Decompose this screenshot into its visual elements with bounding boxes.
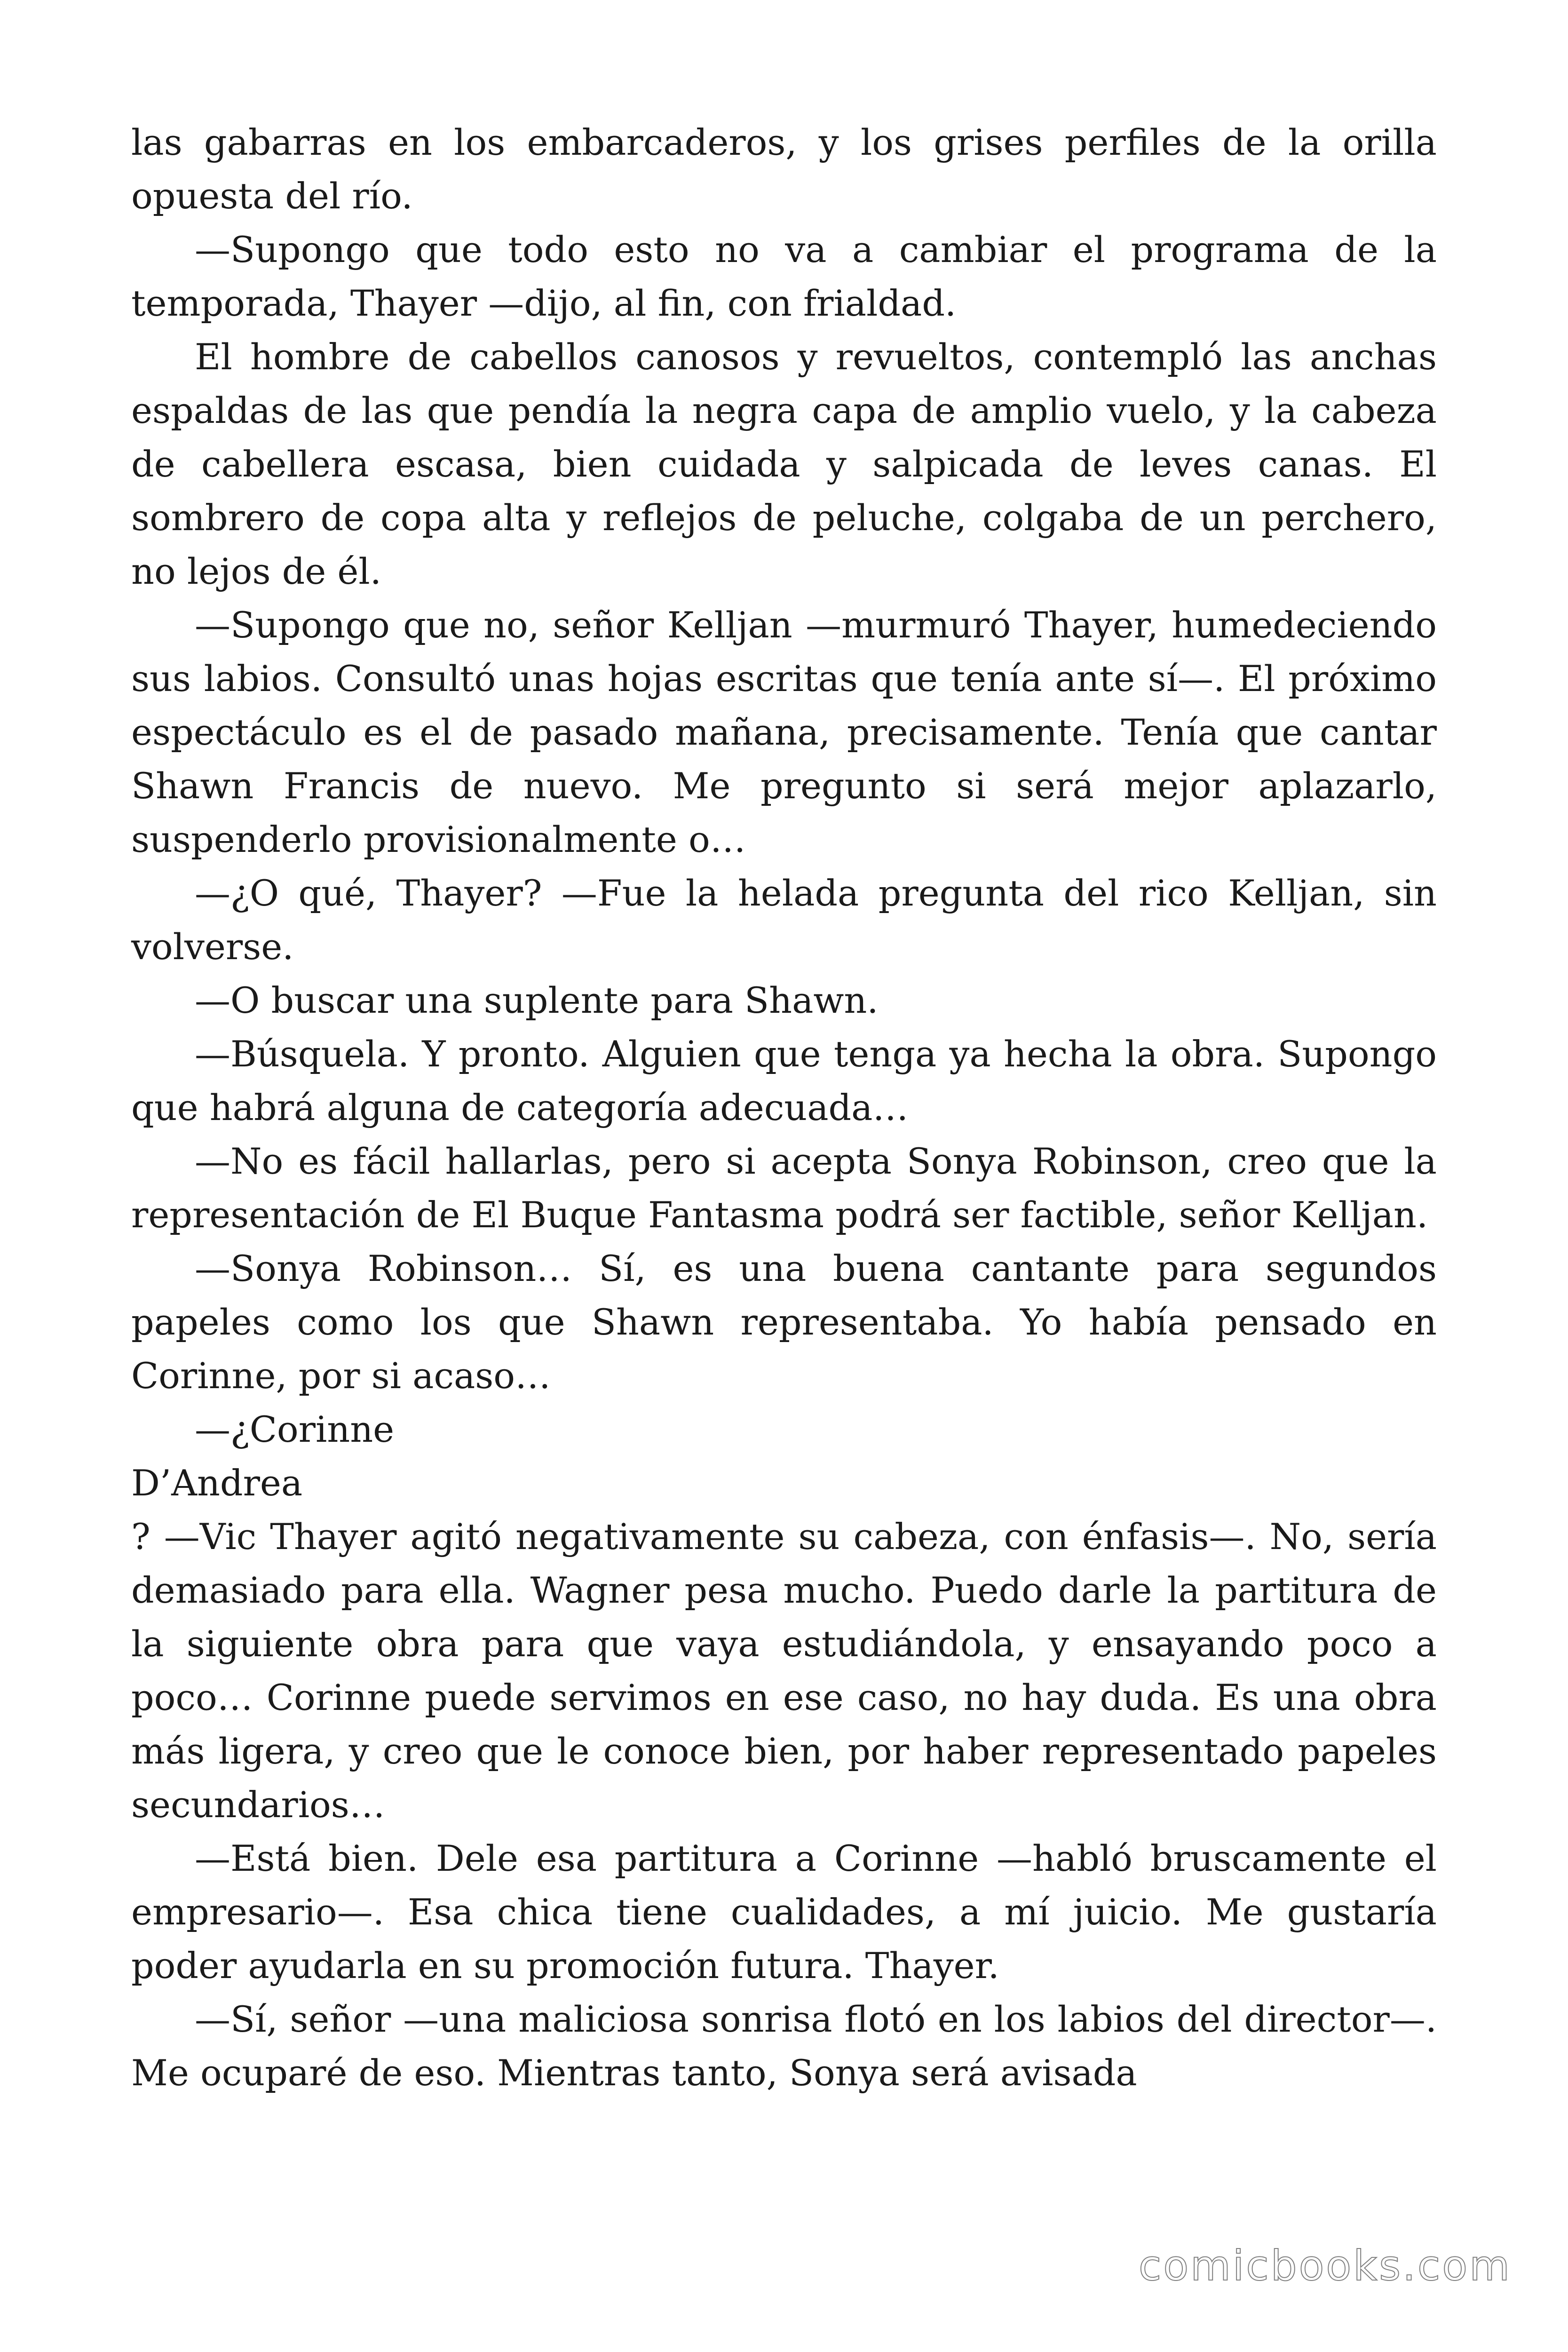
paragraph-12: ? —Vic Thayer agitó negativamente su cabeza, con énfasis—. No, sería demasiado para ella. Wagner pesa mucho. Puedo darle la partitura de la siguiente obra para que vaya estudiándola, y ensayando poco a poco… Corinne puede servimos en ese caso, no hay duda. Es una obra más ligera, y creo que le conoce bien, por haber representado papeles secundarios… (131, 1516, 1437, 1826)
paragraph-13: —Está bien. Dele esa partitura a Corinne —habló bruscamente el empresario—. Esa chica tiene cualidades, a mí juicio. Me gustaría poder ayudarla en su promoción futura. Thayer. (131, 1837, 1437, 1986)
paragraph-6: —O buscar una suplente para Shawn. (195, 979, 879, 1021)
paragraph-2: —Supongo que todo esto no va a cambiar el programa de la temporada, Thayer —dijo, al fin, con frialdad. (131, 229, 1437, 324)
paragraph-5: —¿O qué, Thayer? —Fue la helada pregunta del rico Kelljan, sin volverse. (131, 872, 1437, 968)
paragraph-1: las gabarras en los embarcaderos, y los grises perfiles de la orilla opuesta del río. (131, 121, 1437, 217)
watermark-logo: comicbooks.com (1138, 2241, 1512, 2290)
paragraph-9: —Sonya Robinson… Sí, es una buena cantante para segundos papeles como los que Shawn representaba. Yo había pensado en Corinne, por si acaso… (131, 1248, 1437, 1397)
paragraph-4: —Supongo que no, señor Kelljan —murmuró Thayer, humedeciendo sus labios. Consultó unas hojas escritas que tenía ante sí—. El próximo espectáculo es el de pasado mañana, precisamente. Tenía que cantar Shawn Francis de nuevo. Me pregunto si será mejor aplazarlo, suspenderlo provisionalmente o… (131, 604, 1437, 860)
paragraph-11: D’Andrea (131, 1462, 303, 1504)
paragraph-10: —¿Corinne (195, 1408, 395, 1450)
paragraph-3: El hombre de cabellos canosos y revueltos, contempló las anchas espaldas de las que pendía la negra capa de amplio vuelo, y la cabeza de cabellera escasa, bien cuidada y salpicada de leves canas. El sombrero de copa alta y reflejos de peluche, colgaba de un perchero, no lejos de él. (131, 336, 1437, 592)
paragraph-8: —No es fácil hallarlas, pero si acepta Sonya Robinson, creo que la representación de El Buque Fantasma podrá ser factible, señor Kelljan. (131, 1140, 1437, 1236)
paragraph-14: —Sí, señor —una maliciosa sonrisa flotó en los labios del director—. Me ocuparé de eso. Mientras tanto, Sonya será avisada (131, 1998, 1437, 2094)
paragraph-7: —Búsquela. Y pronto. Alguien que tenga ya hecha la obra. Supongo que habrá alguna de categoría adecuada… (131, 1033, 1437, 1128)
book-page-text (131, 116, 1437, 2100)
